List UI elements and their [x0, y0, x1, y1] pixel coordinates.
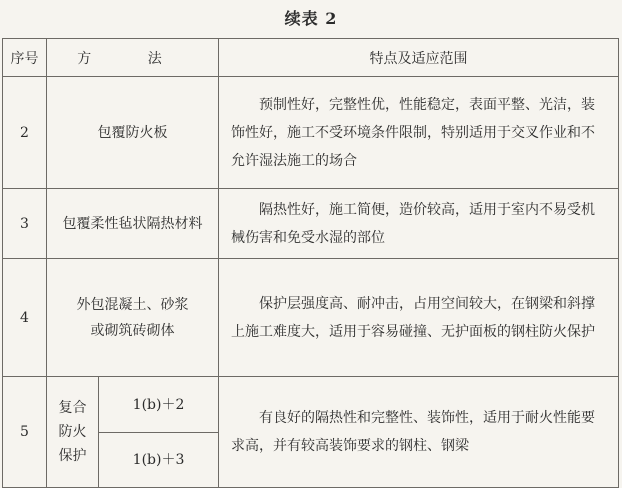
header-method: 方 法 [47, 39, 219, 77]
group-line: 复合 [58, 400, 87, 416]
features-cell: 有良好的隔热性和完整性、装饰性，适用于耐火性能要求高，并有较高装饰要求的钢柱、钢梁 [219, 377, 619, 488]
composite-group-cell [47, 377, 99, 488]
table-title: 续表 2 [284, 9, 338, 28]
header-no: 序号 [3, 39, 47, 77]
features-cell: 预制性好，完整性优，性能稳定，表面平整、光洁，装饰性好，施工不受环境条件限制，特别适用于交叉作业和不允许湿法施工的场合 [219, 77, 619, 189]
method-cell: 包覆防火板 [47, 77, 219, 189]
row-number: 4 [3, 259, 47, 377]
group-line: 保护 [58, 448, 87, 464]
table-row [3, 377, 619, 433]
header-row [3, 39, 619, 77]
sub-method-cell: 1(b)＋2 [99, 377, 219, 433]
sub-method-cell: 1(b)＋3 [99, 433, 219, 488]
table-row [3, 189, 619, 259]
row-number: 2 [3, 77, 47, 189]
method-cell: 包覆柔性毡状隔热材料 [47, 189, 219, 259]
group-line: 防火 [58, 424, 87, 440]
row-number: 3 [3, 189, 47, 259]
method-cell [47, 259, 219, 377]
header-features: 特点及适应范围 [219, 39, 619, 77]
row-number: 5 [3, 377, 47, 488]
features-cell: 隔热性好，施工简便，造价较高，适用于室内不易受机械伤害和免受水湿的部位 [219, 189, 619, 259]
features-cell: 保护层强度高、耐冲击，占用空间较大，在钢梁和斜撑上施工难度大，适用于容易碰撞、无护面板的钢柱防火保护 [219, 259, 619, 377]
method-line: 外包混凝土、砂浆 [76, 296, 189, 313]
fire-protection-methods-table [2, 38, 619, 488]
method-line: 或砌筑砖砌体 [90, 322, 175, 339]
table-row [3, 259, 619, 377]
table-row [3, 77, 619, 189]
